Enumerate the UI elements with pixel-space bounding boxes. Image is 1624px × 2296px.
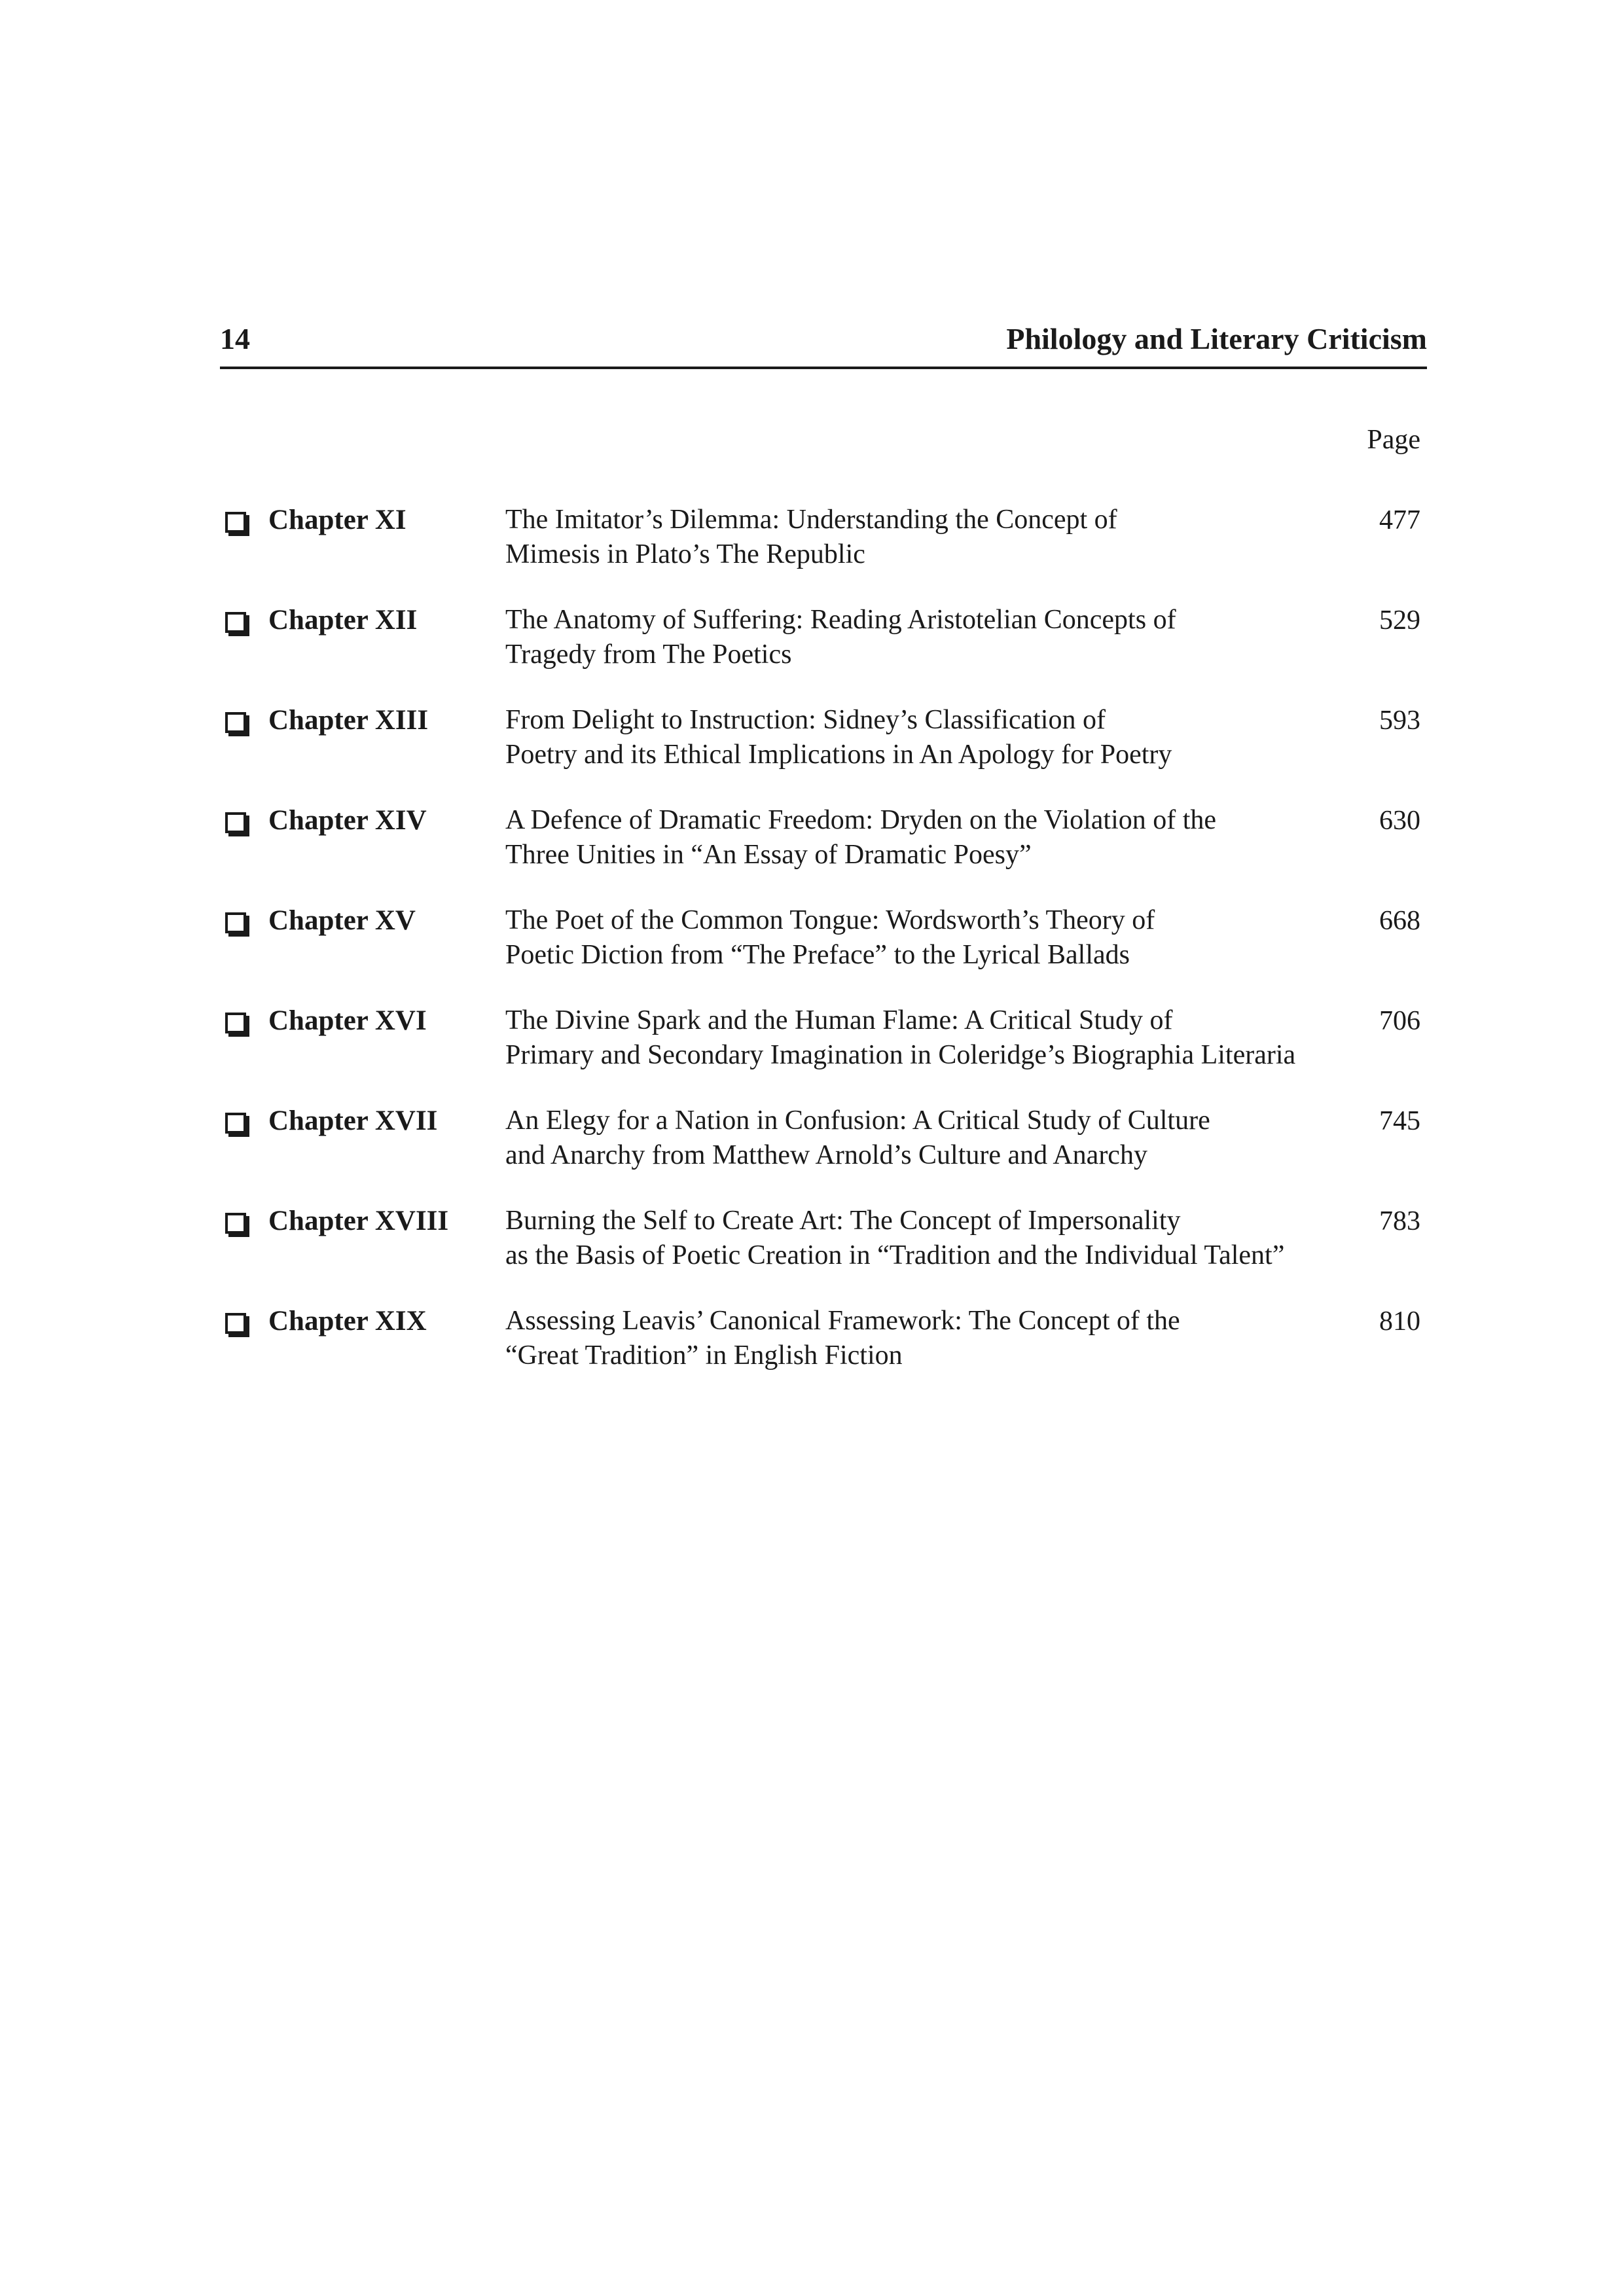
toc-entry-chapter-xi — [220, 503, 1427, 603]
toc-chapter-label: Chapter XIX — [268, 1306, 427, 1336]
toc-chapter-title — [505, 903, 1382, 973]
checkbox-bullet-icon — [225, 512, 246, 533]
toc-title-line: The Divine Spark and the Human Flame: A Critical Study of — [505, 1005, 1173, 1035]
toc-chapter-title — [505, 703, 1382, 772]
toc-title-line: Assessing Leavis’ Canonical Framework: The Concept of the — [505, 1306, 1180, 1336]
toc-entry-chapter-xv — [220, 903, 1427, 1003]
toc-chapter-label: Chapter XV — [268, 905, 416, 936]
toc-chapter-label: Chapter XVI — [268, 1005, 427, 1036]
toc-title-line: Three Unities in “An Essay of Dramatic Poesy” — [505, 840, 1032, 870]
toc-page-number: 477 — [1379, 505, 1420, 535]
toc-page-number: 745 — [1379, 1106, 1420, 1136]
toc-entry-chapter-xvi — [220, 1003, 1427, 1103]
toc-title-line: and Anarchy from Matthew Arnold’s Culture and Anarchy — [505, 1140, 1147, 1170]
toc-chapter-label: Chapter XIII — [268, 705, 429, 736]
toc-title-line: Poetic Diction from “The Preface” to the Lyrical Ballads — [505, 940, 1130, 970]
toc-title-line: Mimesis in Plato’s The Republic — [505, 539, 865, 569]
toc-chapter-label: Chapter XVII — [268, 1105, 438, 1136]
toc-title-line: The Poet of the Common Tongue: Wordsworth’s Theory of — [505, 905, 1155, 935]
checkbox-bullet-icon — [225, 1013, 246, 1033]
toc-chapter-title — [505, 1003, 1382, 1073]
toc-title-line: From Delight to Instruction: Sidney’s Classification of — [505, 705, 1106, 735]
toc-title-line: as the Basis of Poetic Creation in “Tradition and the Individual Talent” — [505, 1240, 1285, 1270]
toc-title-line: The Anatomy of Suffering: Reading Aristotelian Concepts of — [505, 605, 1176, 635]
checkbox-bullet-icon — [225, 812, 246, 833]
toc-title-line: Poetry and its Ethical Implications in An Apology for Poetry — [505, 740, 1172, 770]
toc-title-line: Tragedy from The Poetics — [505, 639, 792, 670]
toc-title-line: A Defence of Dramatic Freedom: Dryden on the Violation of the — [505, 805, 1217, 835]
checkbox-bullet-icon — [225, 612, 246, 633]
toc-page-number: 810 — [1379, 1306, 1420, 1336]
toc-chapter-label: Chapter XVIII — [268, 1206, 449, 1236]
toc-chapter-title — [505, 1304, 1382, 1373]
toc-page-number: 529 — [1379, 605, 1420, 636]
toc-entry-chapter-xii — [220, 603, 1427, 703]
toc-entry-chapter-xiv — [220, 803, 1427, 903]
page-column-label: Page — [1367, 425, 1420, 455]
checkbox-bullet-icon — [225, 912, 246, 933]
toc-chapter-label: Chapter XII — [268, 605, 418, 636]
checkbox-bullet-icon — [225, 1213, 246, 1234]
toc-title-line: An Elegy for a Nation in Confusion: A Critical Study of Culture — [505, 1105, 1210, 1136]
toc-page-number: 593 — [1379, 706, 1420, 736]
toc-entry-chapter-xviii — [220, 1204, 1427, 1304]
toc-entry-chapter-xiii — [220, 703, 1427, 803]
toc-chapter-title — [505, 1103, 1382, 1173]
toc-title-line: Primary and Secondary Imagination in Coleridge’s Biographia Literaria — [505, 1040, 1296, 1070]
toc-chapter-label: Chapter XI — [268, 505, 406, 535]
toc-page-number: 668 — [1379, 906, 1420, 936]
toc-chapter-label: Chapter XIV — [268, 805, 427, 836]
table-of-contents — [220, 503, 1427, 1404]
checkbox-bullet-icon — [225, 1313, 246, 1334]
toc-title-line: Burning the Self to Create Art: The Concept of Impersonality — [505, 1206, 1181, 1236]
toc-page-number: 783 — [1379, 1206, 1420, 1236]
toc-entry-chapter-xvii — [220, 1103, 1427, 1204]
running-header — [220, 319, 1427, 369]
toc-chapter-title — [505, 1204, 1382, 1273]
toc-chapter-title — [505, 603, 1382, 672]
toc-chapter-title — [505, 803, 1382, 872]
checkbox-bullet-icon — [225, 712, 246, 733]
running-title: Philology and Literary Criticism — [1006, 322, 1427, 355]
toc-chapter-title — [505, 503, 1382, 572]
toc-entry-chapter-xix — [220, 1304, 1427, 1404]
toc-title-line: “Great Tradition” in English Fiction — [505, 1340, 903, 1371]
toc-title-line: The Imitator’s Dilemma: Understanding the Concept of — [505, 505, 1117, 535]
toc-page-number: 630 — [1379, 806, 1420, 836]
page-number: 14 — [220, 322, 250, 355]
toc-page-number: 706 — [1379, 1006, 1420, 1036]
checkbox-bullet-icon — [225, 1113, 246, 1134]
